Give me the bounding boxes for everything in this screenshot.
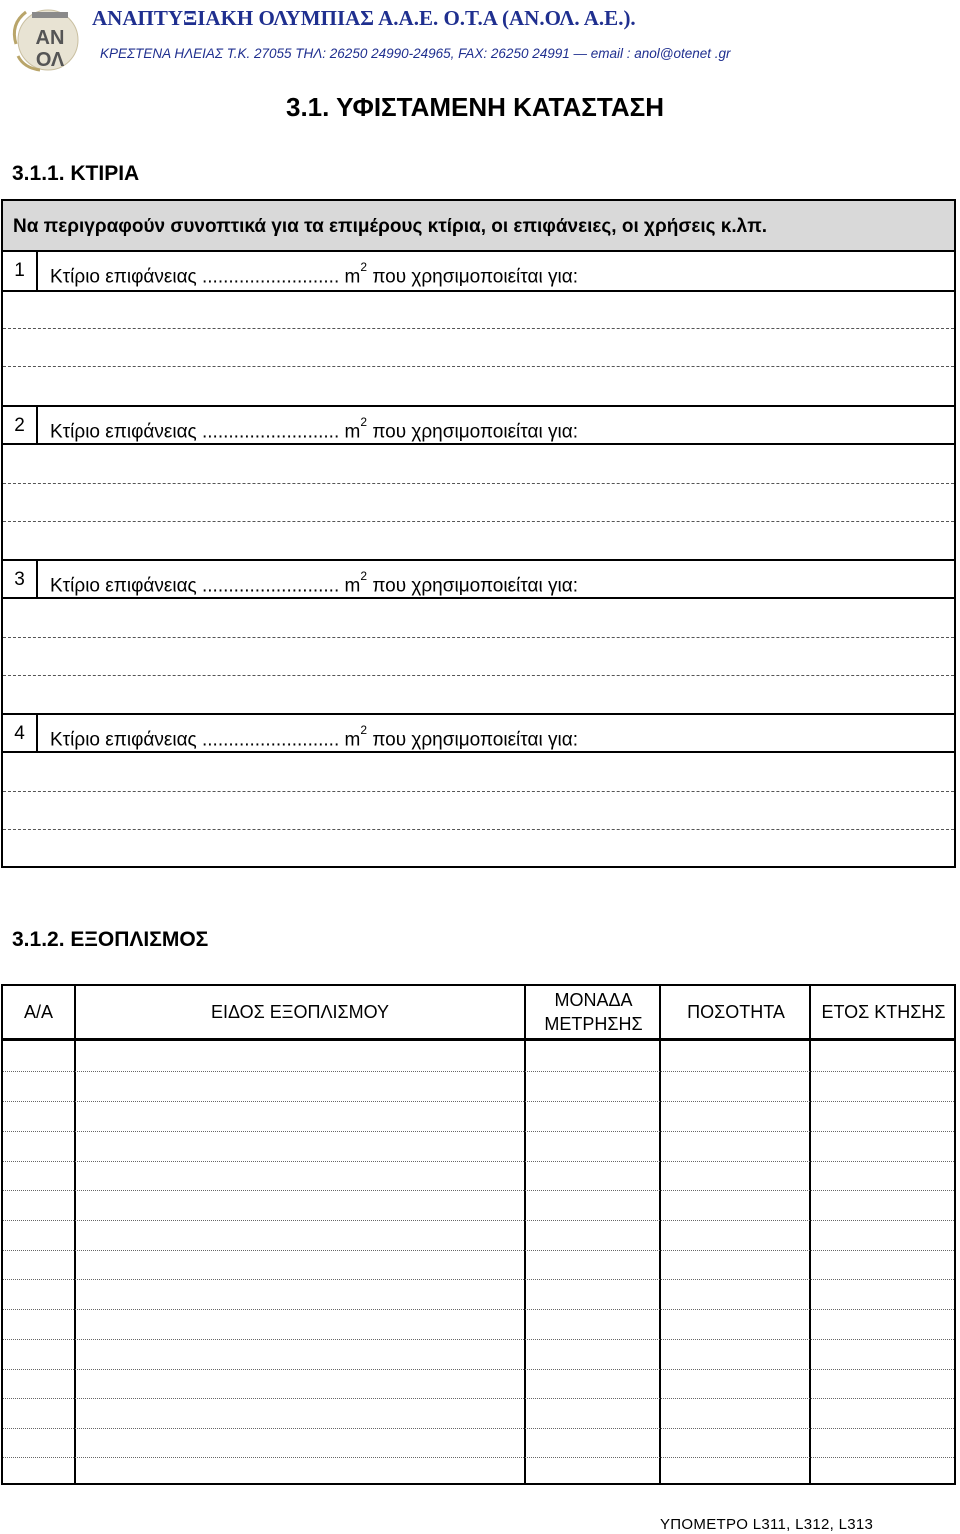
table-row-line — [3, 1220, 954, 1221]
column-header-quantity: ΠΟΣΟΤΗΤΑ — [687, 1002, 785, 1022]
column-header-unit: ΜΟΝΑΔΑ ΜΕΤΡΗΣΗΣ — [544, 990, 643, 1034]
building-row — [3, 713, 954, 753]
table-row-line — [3, 1161, 954, 1162]
table-row-line — [3, 1071, 954, 1072]
organization-name: ΑΝΑΠΤΥΞΙΑΚΗ ΟΛΥΜΠΙΑΣ Α.Α.Ε. Ο.Τ.Α (ΑΝ.ΟΛ. Α.Ε.). — [92, 6, 636, 30]
write-line[interactable] — [3, 637, 954, 638]
building-number: 3 — [3, 561, 38, 597]
svg-text:ΟΛ: ΟΛ — [35, 49, 65, 71]
column-header-aa: Α/Α — [23, 1002, 53, 1022]
footer-measure-code: ΥΠΟΜΕΤΡΟ L311, L312, L313 — [660, 1516, 874, 1533]
table-row-line — [3, 1279, 954, 1280]
write-line[interactable] — [3, 366, 954, 367]
section-heading: 3.1. ΥΦΙΣΤΑΜΕΝΗ ΚΑΤΑΣΤΑΣΗ — [286, 92, 664, 122]
building-row — [3, 405, 954, 445]
table-row-line — [3, 1339, 954, 1340]
building-number: 4 — [3, 715, 38, 751]
building-number: 1 — [3, 252, 38, 290]
building-row — [3, 559, 954, 599]
instruction-text: Να περιγραφούν συνοπτικά για τα επιμέρους κτίρια, οι επιφάνειες, οι χρήσεις κ.λπ. — [3, 201, 954, 252]
building-description: Κτίριο επιφάνειας .......................... $m^2$ που χρησιμοποιείται για: — [50, 415, 578, 443]
company-logo — [6, 4, 82, 74]
building-row — [3, 252, 954, 292]
write-line[interactable] — [3, 521, 954, 522]
write-line[interactable] — [3, 791, 954, 792]
table-row-line — [3, 1369, 954, 1370]
organization-contact: ΚΡΕΣΤΕΝΑ ΗΛΕΙΑΣ Τ.Κ. 27055 ΤΗΛ: 26250 24990-24965, FAX: 26250 24991 — email : anol@otenet .gr — [100, 46, 731, 61]
write-line[interactable] — [3, 829, 954, 830]
header-divider — [3, 1038, 954, 1041]
equipment-heading: 3.1.2. ΕΞΟΠΛΙΣΜΟΣ — [12, 928, 209, 951]
column-divider — [809, 986, 811, 1483]
column-header-equipment-type: ΕΙΔΟΣ ΕΞΟΠΛΙΣΜΟΥ — [210, 1002, 390, 1022]
building-description: Κτίριο επιφάνειας .......................... $m^2$ που χρησιμοποιείται για: — [50, 723, 578, 751]
building-number: 2 — [3, 407, 38, 443]
write-line[interactable] — [3, 675, 954, 676]
write-line[interactable] — [3, 328, 954, 329]
table-row-line — [3, 1309, 954, 1310]
svg-text:ΑΝ: ΑΝ — [35, 27, 65, 49]
table-row-line — [3, 1250, 954, 1251]
write-line[interactable] — [3, 483, 954, 484]
column-divider — [659, 986, 661, 1483]
column-divider — [74, 986, 76, 1483]
table-row-line — [3, 1190, 954, 1191]
table-row-line — [3, 1398, 954, 1399]
building-description: Κτίριο επιφάνειας .......................... $m^2$ που χρησιμοποιείται για: — [50, 260, 578, 288]
table-row-line — [3, 1457, 954, 1458]
table-row-line — [3, 1428, 954, 1429]
building-description: Κτίριο επιφάνειας .......................... $m^2$ που χρησιμοποιείται για: — [50, 569, 578, 597]
table-row-line — [3, 1131, 954, 1132]
buildings-heading: 3.1.1. ΚΤΙΡΙΑ — [12, 162, 140, 185]
buildings-form — [1, 199, 956, 868]
equipment-table — [1, 984, 956, 1485]
column-header-year: ΕΤΟΣ ΚΤΗΣΗΣ — [821, 1002, 946, 1022]
column-divider — [524, 986, 526, 1483]
table-row-line — [3, 1101, 954, 1102]
